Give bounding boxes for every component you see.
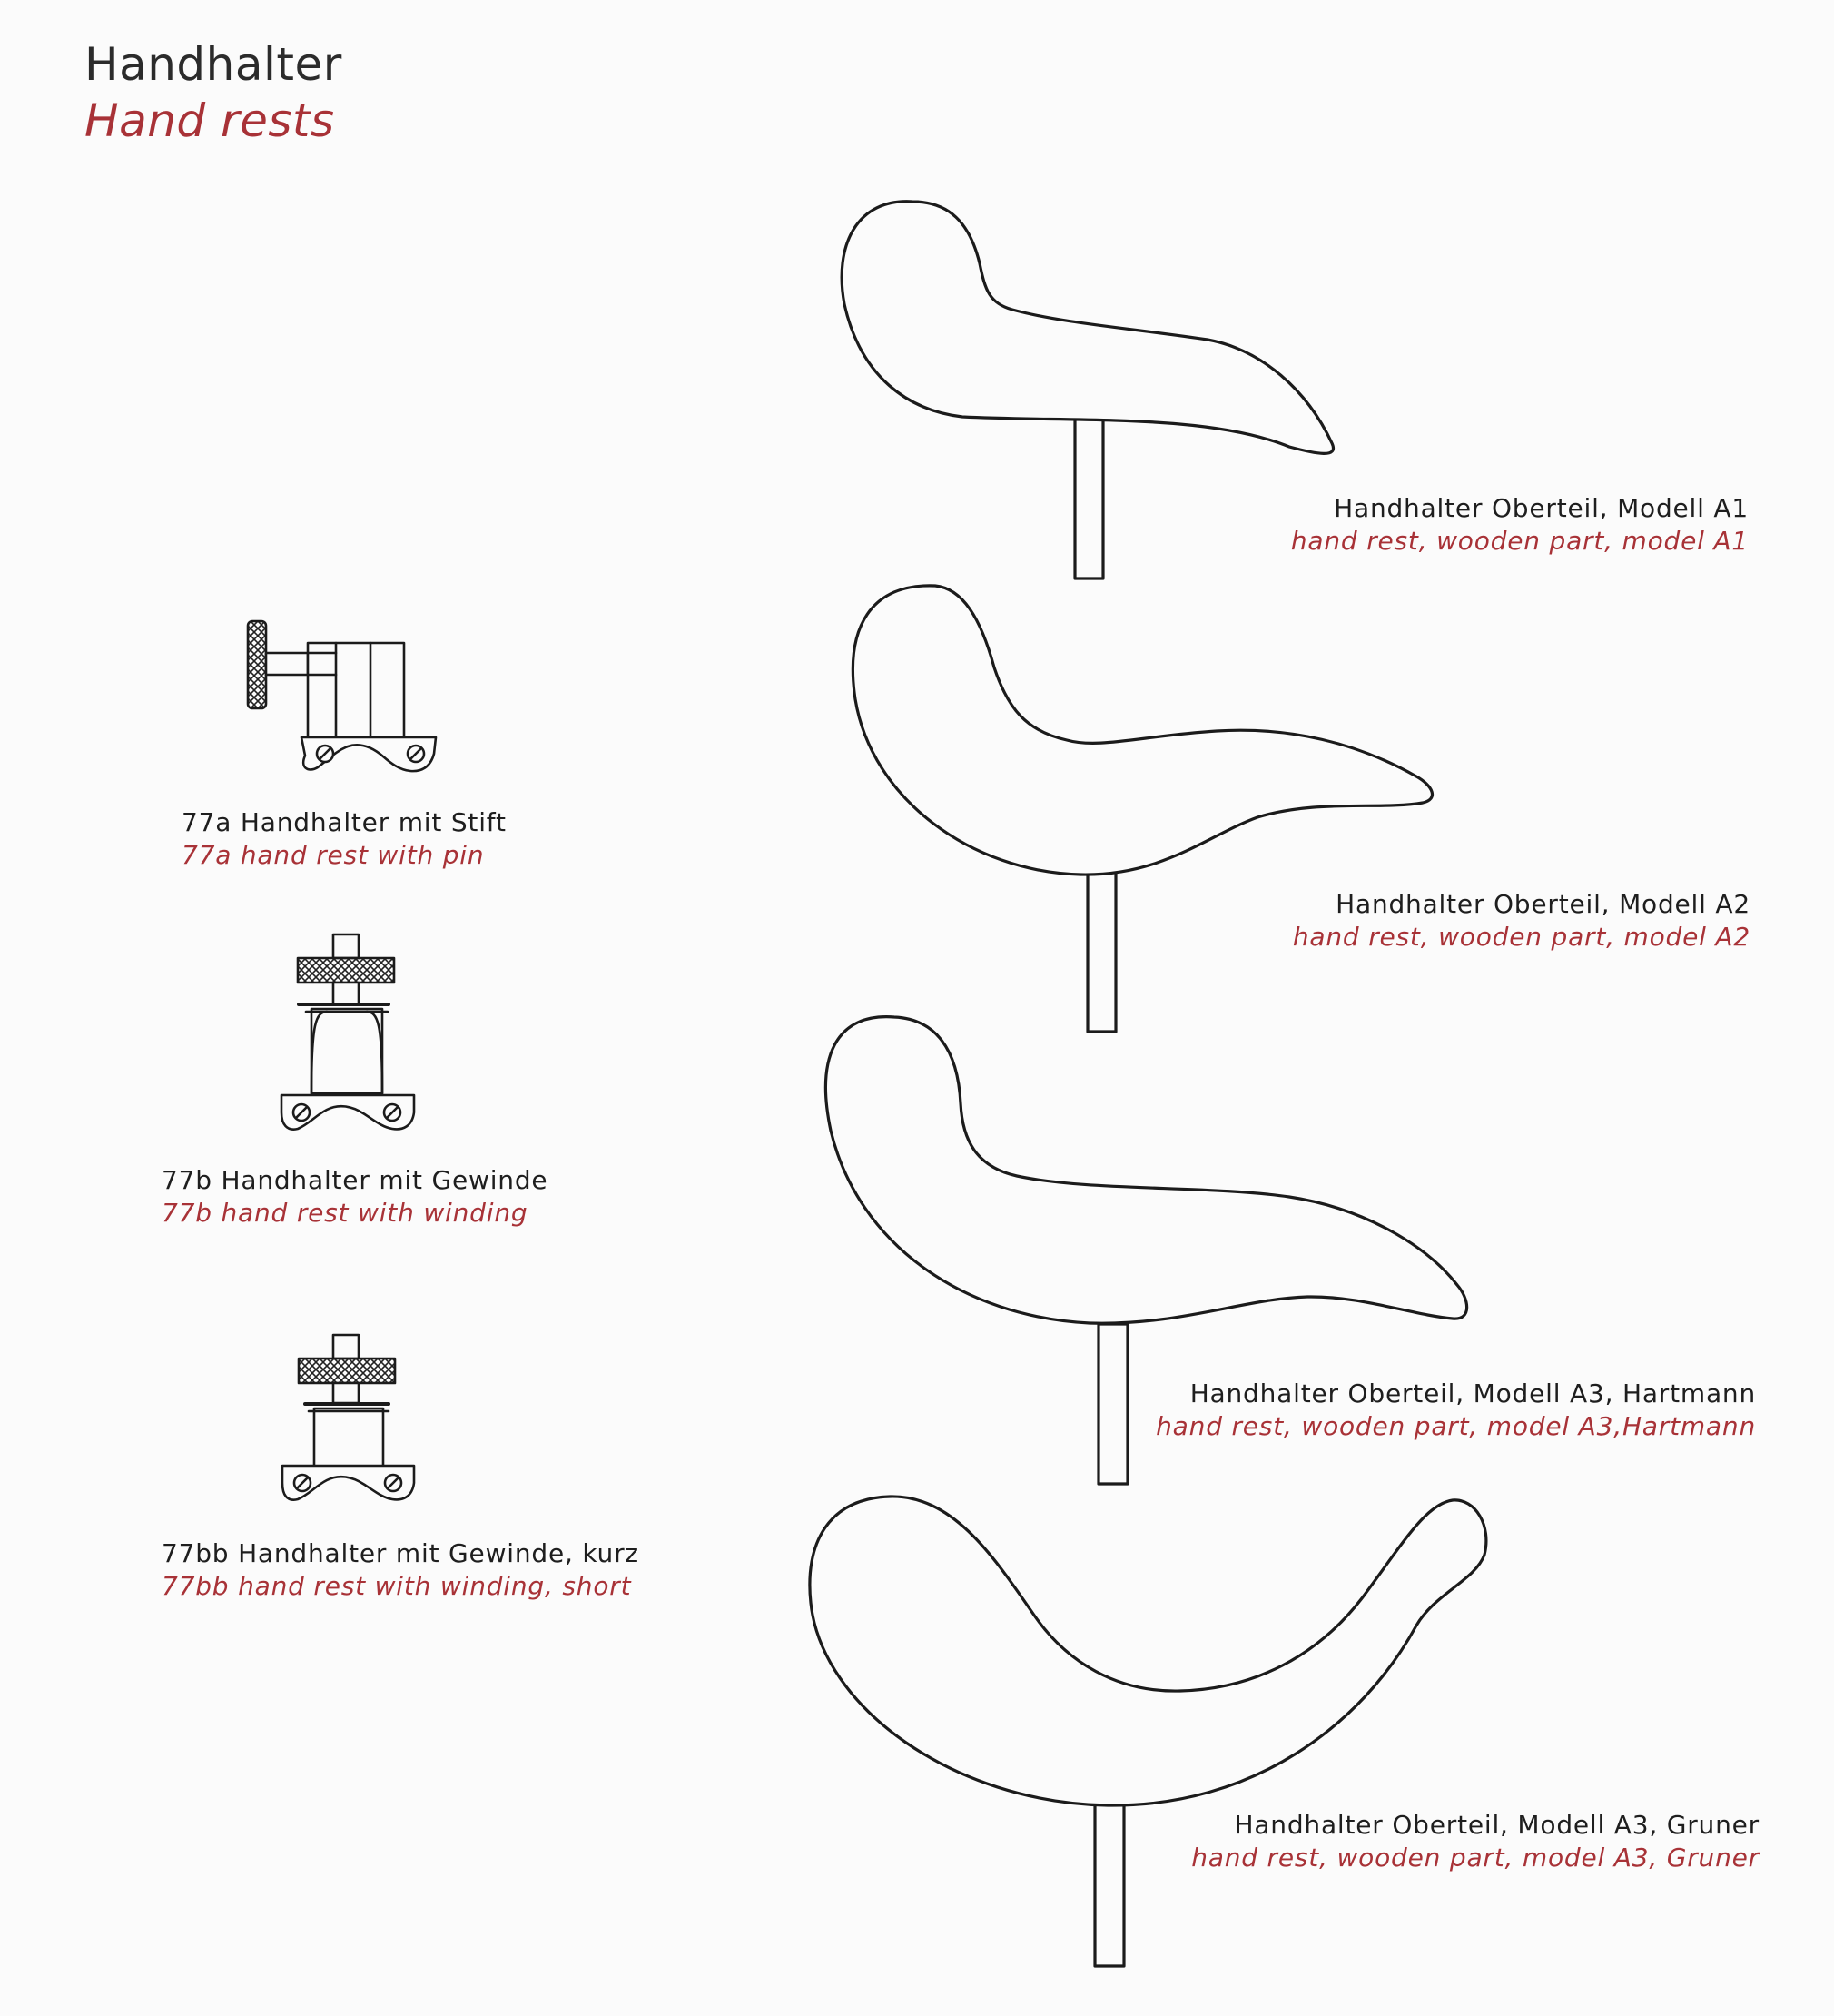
page-title: Handhalter: [84, 38, 342, 91]
part-77b-label-en: 77b hand rest with winding: [162, 1198, 528, 1228]
part-77a-caption: [182, 806, 507, 872]
model-a1-label-en: hand rest, wooden part, model A1: [1290, 526, 1749, 556]
page-subtitle: Hand rests: [84, 94, 335, 147]
part-77bb-caption: [162, 1537, 639, 1603]
model-a2-label-en: hand rest, wooden part, model A2: [1292, 922, 1750, 952]
model-a2-caption: [1293, 888, 1750, 954]
model-a2-label-de: Handhalter Oberteil, Modell A2: [1336, 889, 1750, 919]
model-a1-label-de: Handhalter Oberteil, Modell A1: [1334, 493, 1749, 523]
hand-rest-a3-gruner-icon: [810, 1497, 1486, 1966]
model-a3-gruner-caption: [1191, 1809, 1760, 1874]
hand-rest-a2-icon: [853, 586, 1432, 1032]
part-77b-label-de: 77b Handhalter mit Gewinde: [162, 1165, 548, 1195]
part-77bb-label-en: 77bb hand rest with winding, short: [162, 1571, 632, 1601]
model-a3-gruner-label-en: hand rest, wooden part, model A3, Gruner: [1191, 1843, 1760, 1873]
hand-rest-a1-icon: [842, 202, 1333, 578]
clamp-with-pin-icon: [248, 621, 436, 771]
model-a3-gruner-label-de: Handhalter Oberteil, Modell A3, Gruner: [1234, 1810, 1760, 1840]
part-77bb-label-de: 77bb Handhalter mit Gewinde, kurz: [162, 1538, 639, 1568]
part-77a-label-en: 77a hand rest with pin: [182, 840, 485, 870]
model-a3-hartmann-caption: [1156, 1378, 1756, 1443]
part-77b-caption: [162, 1164, 547, 1230]
model-a1-caption: [1291, 492, 1749, 558]
model-a3-hartmann-label-de: Handhalter Oberteil, Modell A3, Hartmann: [1189, 1379, 1756, 1408]
clamp-with-thread-short-icon: [282, 1335, 414, 1500]
part-77a-label-de: 77a Handhalter mit Stift: [182, 807, 507, 837]
model-a3-hartmann-label-en: hand rest, wooden part, model A3,Hartmann: [1156, 1411, 1756, 1441]
clamp-with-thread-icon: [281, 934, 414, 1130]
